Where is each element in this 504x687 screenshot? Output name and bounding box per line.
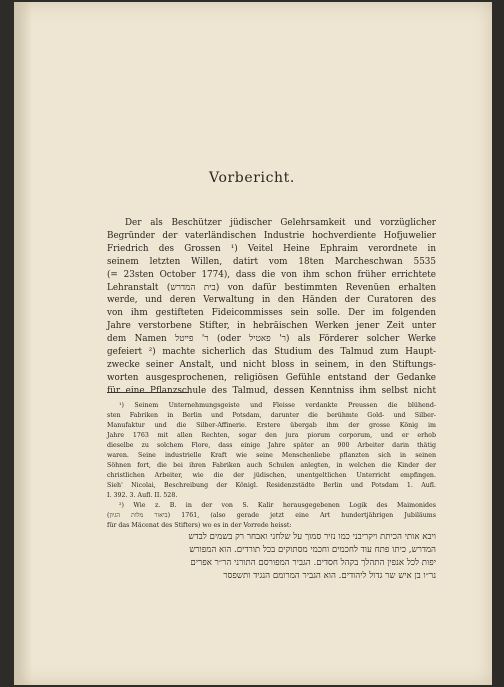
footnote-line: ²) Wie z. B. in der von S. Kalir herausgegebenen Logik des Maimonides [119,502,436,509]
page-title: Vorbericht. [209,170,295,186]
body-line: Jahre verstorbene Stifter, in hebräischen Werken jener Zeit unter [107,321,436,332]
hebrew-quote-line: נר״ו בן איש שר גדול ליהודים. הוא הגביר המרומם הנגיד ותשפסר [223,571,436,581]
body-line: Friedrich des Grossen ¹) Veitel Heine Ephraim verordnete in [107,243,436,254]
page-gutter-shadow [14,2,32,685]
hebrew-quote-line: יפות לכל אנפין התהלך בקהל חסדים. הגביר המפורסם התורני הר״ר אפרים [190,558,436,568]
footnote-line: I. 392. 3. Aufl. II. 528. [107,492,178,499]
footnote-line: sten Fabriken in Berlin und Potsdam, darunter die berühmte Gold- und Silber- [107,412,436,419]
body-line: Begründer der vaterländischen Industrie hochverdiente Hofjuwelier [107,230,436,241]
footnote-rule [107,392,189,393]
footnote-line: für das Mäcenat des Stifters) wo es in der Vorrede heisst: [107,522,292,529]
body-line: (= 23sten October 1774), dass die von ihm schon früher errichtete [107,269,436,280]
body-line: dem Namen ר' פײטל (oder ר' פאטיל) als Förderer solcher Werke [107,334,436,345]
hebrew-quote-line: המדרש, כיתו פתח עוד לחכמים וחכמי מסתוקים בכל תורדים. הוא המפורש [189,545,436,555]
footnote-line: Manufaktur und die Silber-Affinerie. Erstere übergab ihm der grosse König im [107,422,436,429]
footnotes [107,401,436,583]
body-line: Der als Beschützer jüdischer Gelehrsamkeit und vorzüglicher [125,218,436,228]
footnote-line: waren. Seine industrielle Kraft wie seine Menschenliebe pflanzten sich in seinen [107,452,436,459]
body-line: von ihm gestifteten Fideicommisses sein solle. Der im folgenden [107,308,436,319]
footnote-line: Söhnen fort, die bei ihren Fabriken auch Schulen anlegten, in welchen die Kinder der [107,462,436,469]
body-line: werde, und deren Verwaltung in den Händen der Curatoren des [107,295,436,306]
footnote-line: ¹) Seinem Unternehmungsgeiste und Fleisse verdankte Preussen die blühend- [119,402,436,409]
body-line: für eine Pflanzschule des Talmud, dessen Kenntniss ihm selbst nicht [107,385,436,396]
footnote-line: (ביאור מלות הגיון) 1761, (also gerade jetzt eine Art hundertjährigen Jubiläums [107,512,437,519]
body-line: zwecke seiner Anstalt, und nicht bloss in seinem, in den Stiftungs- [107,359,436,370]
body-line: worten ausgesprochenen, religiösen Gefühle entstand der Gedanke [107,372,436,383]
footnote-line: dieselbe zu solchem Flore, dass einige Jahre später an 900 Arbeiter darin thätig [107,442,436,449]
footnote-line: Sieh' Nicolai, Beschreibung der Königl. Residenzstädte Berlin und Potsdam 1. Aufl. [107,482,436,489]
footnote-line: christlichen Arbeiter, wie die der jüdischen, unentgeltlichen Unterricht empfingen. [107,472,436,479]
body-line: seinem letzten Willen, datirt vom 18ten Marcheschwan 5535 [107,256,436,267]
hebrew-quote-line: ויבא אותי הכיתת ויקריבני כמו נזיר סמוך על שלחני ואבחר רק בשמים לבדש [188,532,436,542]
footnote-line: Jahre 1763 mit allen Rechten, sogar den jura piorum corporum, und er erhob [107,432,436,439]
main-text [107,217,436,398]
body-line: Lehranstalt (בית המדרש) von dafür bestimmten Revenüen erhalten [107,282,437,293]
body-line: gefeiert ²) machte sicherlich das Studium des Talmud zum Haupt- [107,347,436,358]
